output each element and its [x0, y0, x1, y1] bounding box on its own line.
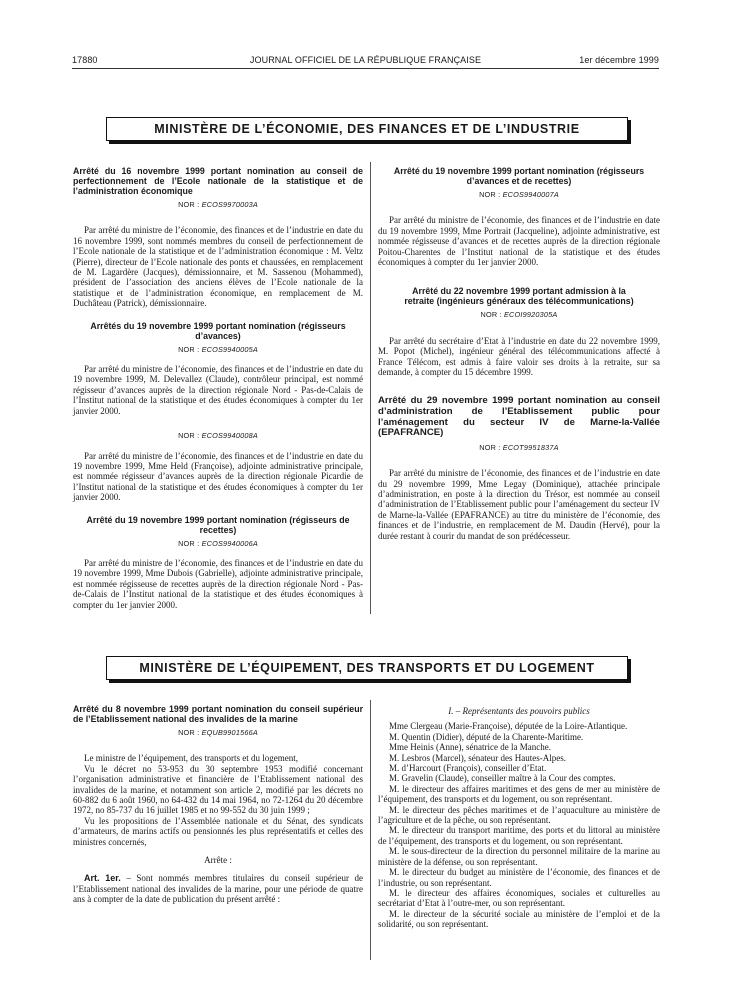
nor-reference [73, 431, 363, 441]
arrete-title: Arrêté du 19 novembre 1999 portant nomination (régisseurs d’avances et de recettes) [393, 166, 645, 186]
list-item: M. le directeur du budget au ministère de l’économie, des finances et de l’industrie, ou son représentant. [378, 867, 660, 888]
nor-code: EQUB9901566A [201, 728, 258, 737]
nor-label: NOR : [480, 310, 504, 320]
nor-code: ECOS9970003A [201, 200, 258, 209]
nor-label: NOR : [178, 200, 202, 209]
column-divider [370, 162, 371, 614]
article-1 [73, 873, 363, 904]
arrete-text: Par arrêté du ministre de l’économie, des finances et de l’industrie en date du 19 novembre 1999, M. Delevallez (Claude), contrôleur principal, est nommé régisseur d’avances auprès de la direction régionale Nord - Pas-de-Calais de l’Institut national de la statistique et des études économiques à compter du 1er janvier 2000. [73, 364, 363, 416]
nor-reference [73, 728, 363, 738]
list-item: M. le directeur de la sécurité sociale au ministère de l’emploi et de la solidarité, ou son représentant. [378, 908, 660, 930]
arrete-title: Arrêté du 16 novembre 1999 portant nomination au conseil de perfectionnement de l’Ecole nationale de la statistique et de l’administration économique [73, 166, 363, 196]
ministry2-right-column [378, 706, 660, 930]
list-item: M. le directeur des affaires maritimes et des gens de mer au ministère de l’équipement, des transports et du logement, ou son représentant. [378, 783, 660, 805]
journal-title: JOURNAL OFFICIEL DE LA RÉPUBLIQUE FRANÇAISE [249, 55, 482, 65]
ministry2-left-column [73, 704, 363, 905]
nor-reference [73, 539, 363, 549]
preamble-line: Le ministre de l’équipement, des transports et du logement, [84, 753, 298, 764]
article-label: Art. 1er. [84, 873, 121, 884]
nor-reference [378, 310, 660, 320]
arrete-text: Par arrêté du ministre de l’économie, des finances et de l’industrie en date du 19 novembre 1999, Mme Portrait (Jacqueline), adjointe administrative, est nommée régisseuse d’avances et de recettes auprès de la direction régionale Poitou-Charentes de l’Institut national de la statistique et des études économiques à compter du 1er janvier 2000. [378, 215, 660, 268]
ministry-banner-economie: MINISTÈRE DE L’ÉCONOMIE, DES FINANCES ET DE L’INDUSTRIE [106, 117, 628, 141]
nor-reference [378, 190, 660, 200]
nor-reference [378, 443, 660, 453]
nor-reference [73, 345, 363, 355]
nor-label: NOR : [178, 431, 202, 441]
nor-reference [73, 200, 363, 210]
section-heading: I. – Représentants des pouvoirs publics [448, 706, 590, 716]
page-number: 17880 [72, 55, 98, 65]
nor-code: ECOS9940005A [201, 344, 258, 354]
list-item: M. d’Harcourt (François), conseiller d’Etat. [389, 763, 547, 774]
nor-code: ECOS9940008A [201, 431, 258, 441]
arrete-title: Arrêtés du 19 novembre 1999 portant nomination (régisseurs d’avances) [90, 320, 346, 341]
arrete-title: Arrêté du 22 novembre 1999 portant admission à la retraite (ingénieurs généraux des télécommunications) [404, 286, 634, 307]
arrete-title: Arrêté du 8 novembre 1999 portant nomination du conseil supérieur de l’Etablissement national des invalides de la marine [73, 704, 363, 724]
arrete-title: Arrêté du 19 novembre 1999 portant nomination (régisseurs de recettes) [86, 514, 350, 535]
preamble-line: Vu le décret no 53-953 du 30 septembre 1953 modifié concernant l’organisation administrative et financière de l’Etablissement national des invalides de la marine, et notamment son article 2, modifié par les décrets no 60-882 du 6 août 1960, no 64-432 du 14 mai 1964, no 72-1264 du 20 décembre 1972, no 85-737 du 16 juillet 1985 et no 99-552 du 30 juin 1999 ; [73, 763, 363, 816]
ministry1-right-column [378, 166, 660, 541]
nor-code: ECOS9940007A [502, 190, 559, 199]
ministry1-left-column [73, 166, 363, 610]
article-text: – Sont nommés membres titulaires du conseil supérieur de l’Etablissement national des invalides de la marine, pour une période de quatre ans à compter de la date de publication du présent arrêté : [73, 873, 363, 905]
arrete-text: Par arrêté du secrétaire d’Etat à l’industrie en date du 22 novembre 1999, M. Popot (Michel), ingénieur général des télécommunications affecté à France Télécom, est admis à faire valoir ses droits à la retraite, sur sa demande, à compter du 15 décembre 1999. [378, 335, 660, 378]
header-rule [72, 68, 659, 69]
nor-label: NOR : [479, 442, 503, 452]
arrete-text: Par arrêté du ministre de l’économie, des finances et de l’industrie en date du 29 novembre 1999, Mme Legay (Dominique), attachée principale d’administration, en poste à la direction du Trésor, est nommée au conseil d’administration de l’Etablissement public pour l’aménagement du secteur IV de Marne-la-Vallée (EPAFRANCE) au titre du ministère de l’économie, des finances et de l’industrie, en remplacement de M. Daudin (Hervé), pour la durée restant à courir du mandat de son prédécesseur. [378, 468, 660, 541]
arrete-text: Par arrêté du ministre de l’économie, des finances et de l’industrie en date du 16 novembre 1999, sont nommés membres du conseil de perfectionnement de l’Ecole nationale de la statistique et de l’administration économique : M. Veltz (Pierre), directeur de l’Ecole nationale des ponts et chaussées, en remplacement de M. Lagardère (Jacques), démissionnaire, et M. Sassenou (Mohammed), président de l’association des anciens élèves de l’Ecole nationale de la statistique et de l’administration économique, en remplacement de M. Duchâteau (Patrick), démissionnaire. [73, 225, 363, 309]
list-item: M. Quentin (Didier), député de la Charente-Maritime. [389, 731, 584, 742]
nor-code: ECOI9920305A [503, 310, 558, 320]
list-item: Mme Clergeau (Marie-Françoise), députée de la Loire-Atlantique. [389, 721, 628, 732]
arrete-title: Arrêté du 29 novembre 1999 portant nomination au conseil d’administration de l’Etablissement public pour l’aménagement du secteur IV de Marne-la-Vallée (EPAFRANCE) [378, 395, 660, 439]
column-divider [370, 700, 371, 960]
ministry-banner-equipement: MINISTÈRE DE L’ÉQUIPEMENT, DES TRANSPORTS ET DU LOGEMENT [106, 656, 628, 680]
nor-code: ECOS9940006A [201, 538, 258, 548]
arrete-text: Par arrêté du ministre de l’économie, des finances et de l’industrie en date du 19 novembre 1999, Mme Held (Françoise), adjointe administrative principale, est nommée régisseur d’avances auprès de la direction régionale Picardie de l’Institut national de la statistique et des études économiques à compter du 1er janvier 2000. [73, 450, 363, 503]
list-item: Mme Heinis (Anne), sénatrice de la Manche. [389, 742, 551, 753]
list-item: M. le directeur des affaires économiques, sociales et culturelles au secrétariat d’Etat à l’outre-mer, ou son représentant. [378, 887, 660, 909]
list-item: M. le directeur du transport maritime, des ports et du littoral au ministère de l’équipement, des transports et du logement, ou son représentant. [378, 825, 660, 846]
nor-label: NOR : [178, 728, 202, 737]
preamble-line: Vu les propositions de l’Assemblée nationale et du Sénat, des syndicats d’armateurs, de marins actifs ou pensionnés les plus représentatifs et celles des ministres concernés, [73, 815, 363, 847]
list-item: M. le directeur des pêches maritimes et de l’aquaculture au ministère de l’agriculture et de la pêche, ou son représentant. [378, 804, 660, 826]
nor-label: NOR : [479, 190, 503, 199]
issue-date: 1er décembre 1999 [579, 55, 659, 65]
nor-code: ECOT9951837A [502, 442, 559, 452]
nor-label: NOR : [178, 344, 202, 354]
arrete-word: Arrête : [204, 855, 232, 866]
list-item: M. le sous-directeur de la direction du personnel militaire de la marine au ministère de la défense, ou son représentant. [378, 846, 660, 867]
arrete-text: Par arrêté du ministre de l’économie, des finances et de l’industrie en date du 19 novembre 1999, Mme Dubois (Gabrielle), adjointe administrative principale, est nommée régisseuse de recettes auprès de la direction régionale Nord - Pas-de-Calais de l’Institut national de la statistique et des études économiques à compter du 1er janvier 2000. [73, 557, 363, 610]
list-item: M. Lesbros (Marcel), sénateur des Hautes-Alpes. [389, 752, 566, 763]
list-item: M. Gravelin (Claude), conseiller maître à la Cour des comptes. [389, 773, 616, 784]
nor-label: NOR : [178, 538, 202, 548]
